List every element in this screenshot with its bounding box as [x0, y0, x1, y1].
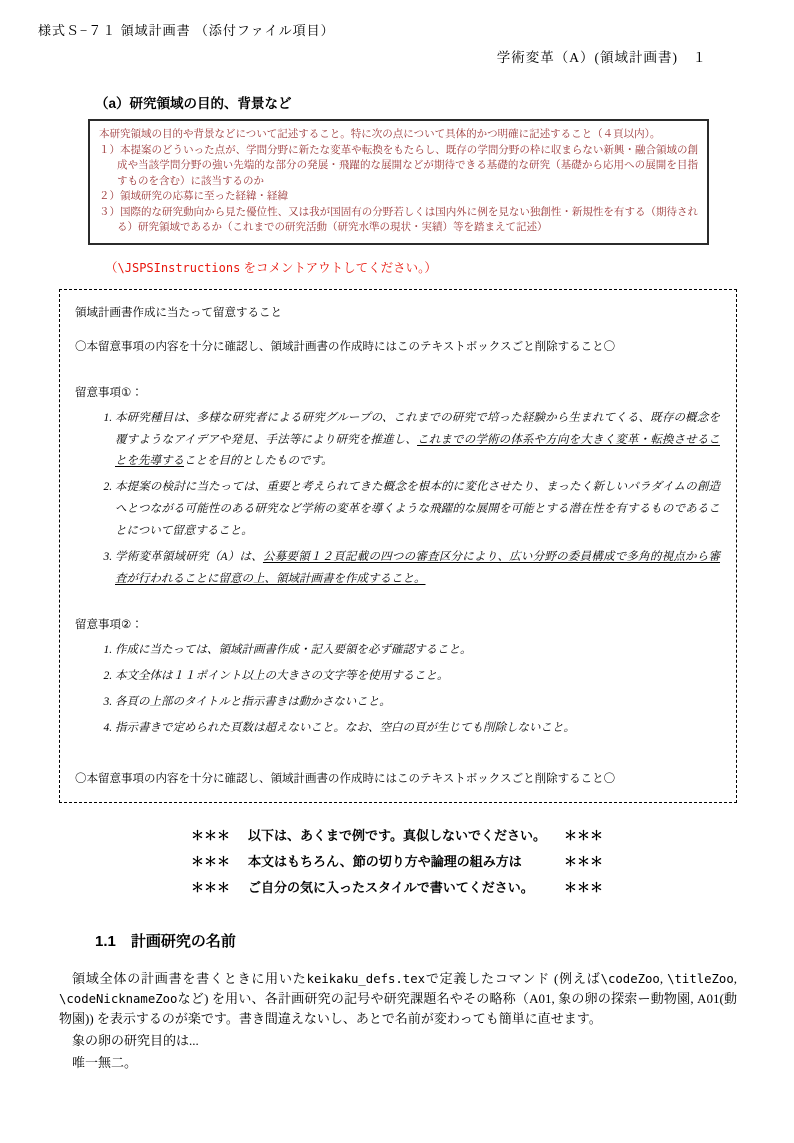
subsection-heading: 1.1 計画研究の名前 [95, 932, 236, 950]
form-instruction-box [88, 119, 709, 245]
ryui2-list [75, 640, 720, 739]
code-command: \codeNicknameZoo [59, 991, 178, 1006]
item-text: 学術変革領域研究（A）は、 [115, 550, 263, 563]
stars-right: ＊＊＊ [563, 827, 603, 843]
jsps-instructions-command: \JSPSInstructions [117, 260, 241, 275]
paragraph-text: , [733, 970, 737, 986]
comment-out-note [105, 258, 794, 276]
form-number-label: 様式Ｓ−７１ 領域計画書 （添付ファイル項目） [38, 23, 335, 38]
body-paragraph-3: 唯一無二。 [72, 1055, 138, 1071]
note-text: をコメントアウトしてください。） [240, 260, 437, 275]
item-text: 本提案の検討に当たっては、重要と考えられてきた概念を根本的に変化させたり、まったく新しいパラダイムの創造へとつながる可能性のある研究など学術の変革を導くような飛躍的な展開を可能とする潜在性を有するものであることについて留意すること。 [115, 481, 720, 537]
document-page [0, 20, 794, 1074]
body-paragraph-2: 象の卵の研究目的は... [72, 1033, 199, 1049]
paragraph-text: , [659, 970, 668, 986]
item-text: 本研究種目は、多様な研究者による研究グループの、これまでの研究で培った経験から生まれてくる、既存の概念を覆すようなアイデアや発見、手法等により研究を推進し、 [115, 411, 720, 446]
list-item: 4. 指示書きで定められた頁数は超えないこと。なお、空白の頁が生じても削除しないこと。 [115, 718, 720, 740]
instruction-item-3: ３）国際的な研究動向から見た優位性、又は我が国固有の分野若しくは国内外に例を見ない独創性・新規性を有する（期待される）研究領域であるか（これまでの研究活動（研究水準の現状・実績）等を踏まえて記述） [99, 206, 698, 234]
list-item [115, 547, 720, 591]
paragraph-text: で定義したコマンド (例えば [425, 970, 601, 986]
notice-title: 領域計画書作成に当たって留意すること [75, 306, 282, 319]
ryui2-label: 留意事項②： [75, 619, 143, 632]
paragraph-text: など) を用い、各計画研究の記号や研究課題名やその略称（A01, 象の卵の探索ー動物園, A01(動物園)) を表示するのが楽です。書き間違えないし、あとで名前が変わっても簡単に直せます。 [59, 990, 737, 1027]
page-header-label: 学術変革（A）(領域計画書) １ [496, 50, 707, 65]
stars-left: ＊＊＊ [191, 827, 231, 843]
instruction-item-2: ２）領域研究の応募に至った経緯・経緯 [99, 191, 288, 203]
list-item: 2. 本文全体は１１ポイント以上の大きさの文字等を使用すること。 [115, 666, 720, 688]
stars-left: ＊＊＊ [191, 853, 231, 869]
item-text: ことを目的としたものです。 [184, 455, 333, 468]
note-open-paren: （ [105, 260, 118, 275]
disclaimer-line-3: ご自分の気に入ったスタイルで書いてください。 [248, 879, 534, 895]
item-underlined-text: 公募要領１２頁記載の四つの審査区分により、広い分野の委員構成で多角的視点から審査が行われることに留意の上、領域計画書を作成すること。 [115, 550, 720, 585]
list-item [115, 477, 720, 543]
stars-left: ＊＊＊ [191, 879, 231, 895]
code-filename: keikaku_defs.tex [306, 971, 426, 986]
stars-right: ＊＊＊ [563, 853, 603, 869]
body-paragraph-1 [59, 969, 737, 1029]
list-item [115, 408, 720, 474]
code-command: \titleZoo [667, 971, 734, 986]
list-item: 1. 作成に当たっては、領域計画書作成・記入要領を必ず確認すること。 [115, 640, 720, 662]
notice-warning-top: 〇本留意事項の内容を十分に確認し、領域計画書の作成時にはこのテキストボックスごと削除すること〇 [75, 340, 616, 353]
paragraph-text: 領域全体の計画書を書くときに用いた [72, 970, 307, 986]
disclaimer-line-2: 本文はもちろん、節の切り方や論理の組み方は [248, 853, 522, 869]
code-command: \codeZoo [600, 971, 660, 986]
ryui1-label: 留意事項①： [75, 386, 143, 399]
stars-right: ＊＊＊ [563, 879, 603, 895]
section-a-heading: （a）研究領域の目的、背景など [95, 96, 292, 111]
notice-text-box [59, 289, 737, 803]
instruction-intro: 本研究領域の目的や背景などについて記述すること。特に次の点について具体的かつ明確に記述すること（４頁以内）。 [99, 129, 661, 140]
list-item: 3. 各頁の上部のタイトルと指示書きは動かさないこと。 [115, 692, 720, 714]
item-underlined-text: これまでの学術の体系や方向を大きく変革・転換させることを先導する [115, 433, 720, 468]
example-disclaimer [191, 825, 603, 896]
disclaimer-line-1: 以下は、あくまで例です。真似しないでください。 [248, 827, 546, 843]
notice-warning-bottom: 〇本留意事項の内容を十分に確認し、領域計画書の作成時にはこのテキストボックスごと削除すること〇 [75, 772, 616, 785]
ryui1-list [75, 408, 720, 591]
instruction-item-1: １）本提案のどういった点が、学問分野に新たな変革や転換をもたらし、既存の学問分野の枠に収まらない新興・融合領域の創成や当該学問分野の強い先端的な部分の発展・飛躍的な展開などが期待できる基礎的な研究（基礎から応用への展開を目指すものを含む）に該当するのか [99, 144, 698, 187]
